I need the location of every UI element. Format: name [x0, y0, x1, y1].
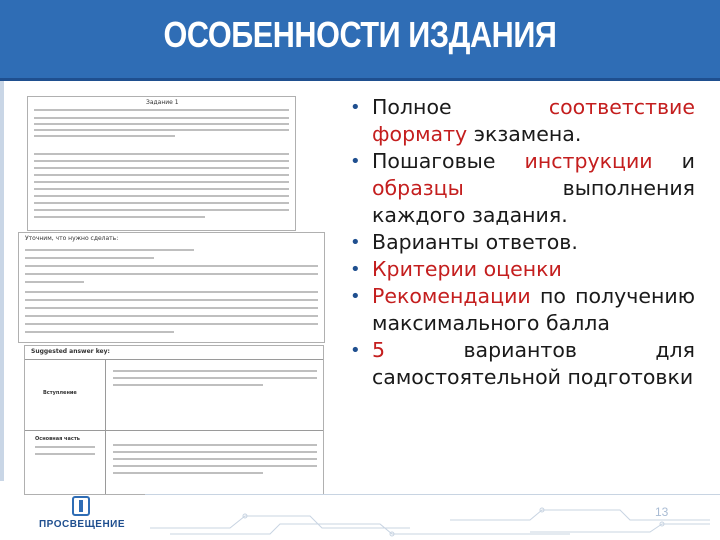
feature-item: • Критерии оценки: [350, 256, 695, 283]
feature-list: [350, 94, 695, 391]
slide-title: ОСОБЕННОСТИ ИЗДАНИЯ: [163, 14, 557, 55]
circuit-decoration-icon: [150, 498, 710, 538]
thumbnail-answer-key: [24, 345, 324, 495]
feature-item: • Полное соответствие формату экзамена.: [350, 94, 695, 148]
publisher-name: ПРОСВЕЩЕНИЕ: [38, 519, 126, 530]
feature-item: • Варианты ответов.: [350, 229, 695, 256]
feature-item: • 5 вариантов для самостоятельной подготовки: [350, 337, 695, 391]
title-bar: [0, 0, 720, 81]
page-number: 13: [655, 505, 669, 519]
feature-item: • Рекомендации по получению максимального балла: [350, 283, 695, 337]
publisher-logo-icon: [72, 496, 90, 516]
thumbnail-answer-key-header: Suggested answer key:: [31, 348, 110, 355]
thumbnail-task-header: Задание 1: [146, 99, 179, 106]
left-accent-bar: [0, 81, 4, 481]
thumbnail-instructions: [18, 232, 325, 343]
publisher-logo: [36, 496, 128, 536]
thumbnail-remember-header: Уточним, что нужно сделать:: [25, 235, 119, 242]
thumbnail-intro-label: Вступление: [43, 390, 77, 396]
footer-divider: [145, 494, 720, 495]
feature-item: • Пошаговые инструкции и образцы выполнения каждого задания.: [350, 148, 695, 229]
thumbnail-task-sheet: [27, 96, 296, 231]
thumbnail-main-label: Основная часть: [35, 436, 80, 442]
